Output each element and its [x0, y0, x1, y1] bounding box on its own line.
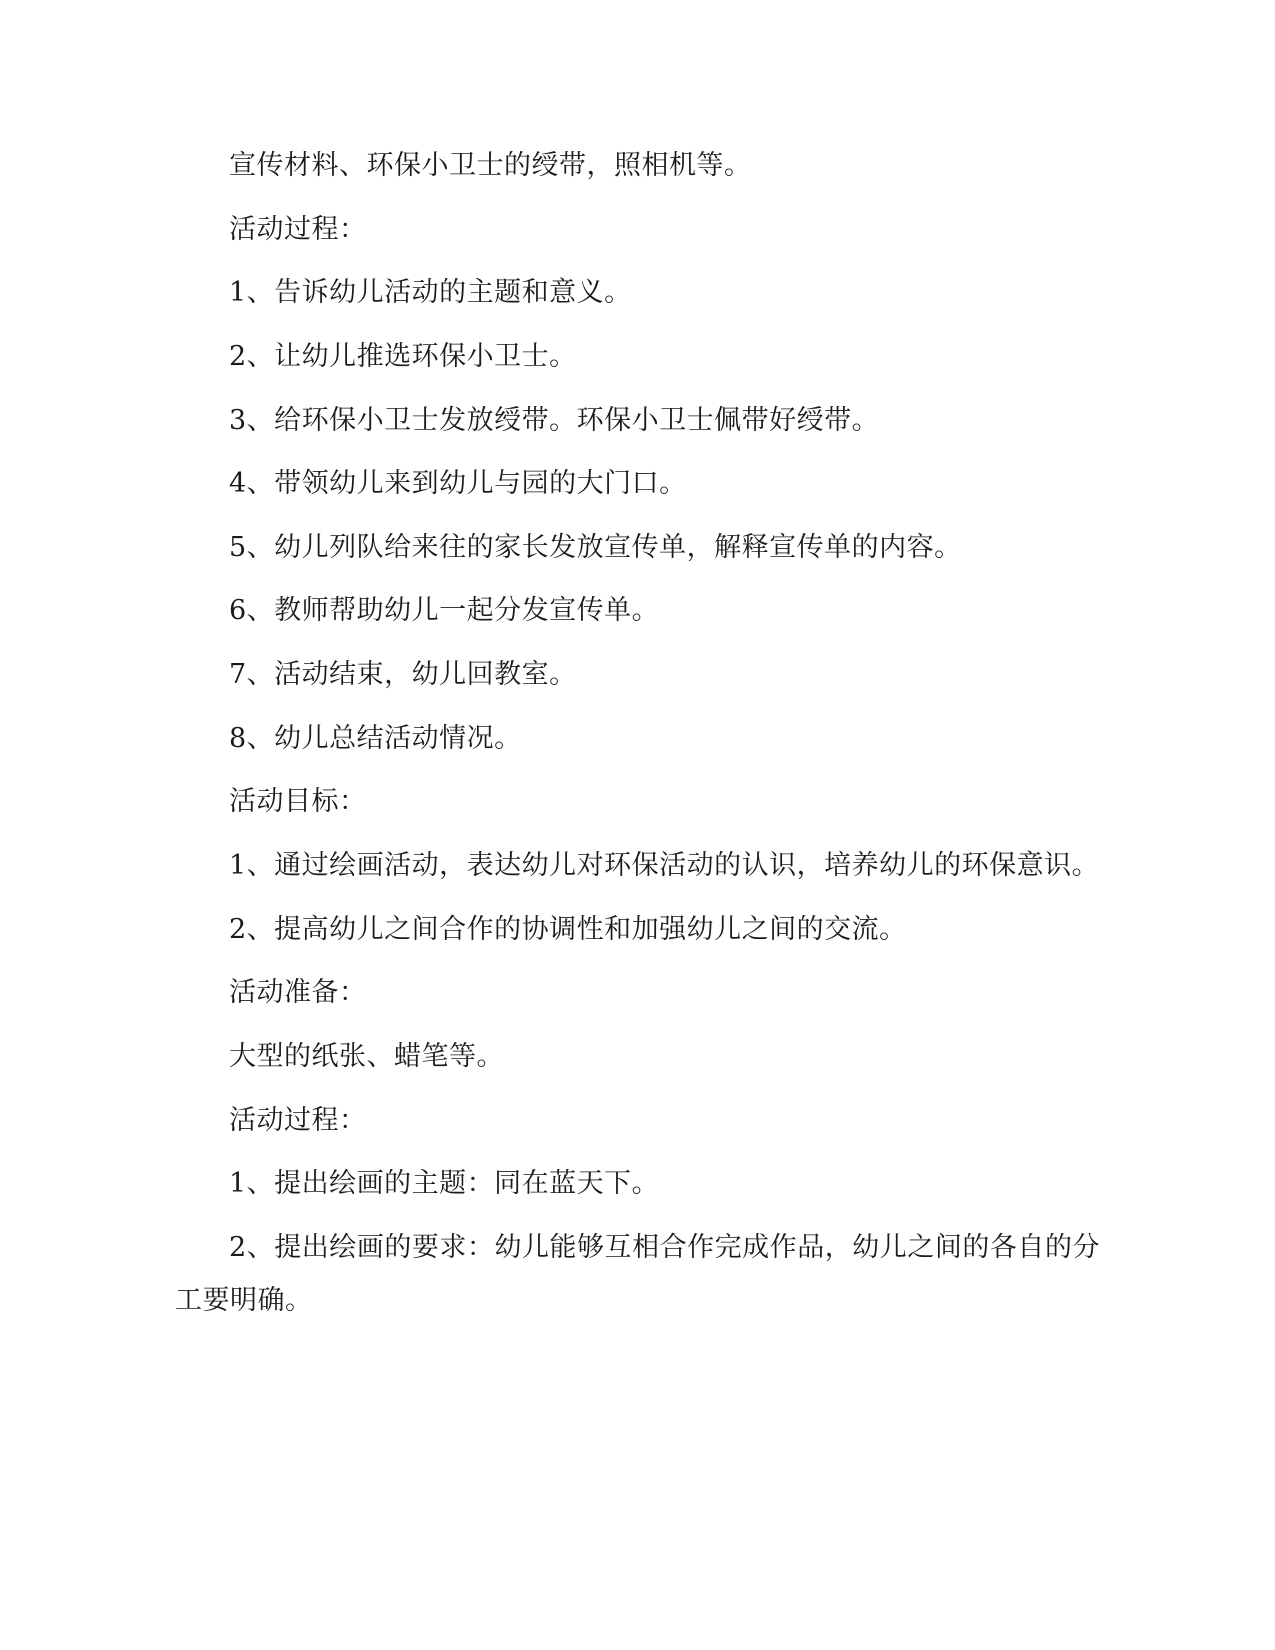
- paragraph: 1、通过绘画活动，表达幼儿对环保活动的认识，培养幼儿的环保意识。: [229, 850, 1100, 882]
- paragraph: 6、教师帮助幼儿一起分发宣传单。: [229, 595, 660, 627]
- paragraph: 1、提出绘画的主题：同在蓝天下。: [229, 1168, 660, 1200]
- paragraph: 5、幼儿列队给来往的家长发放宣传单，解释宣传单的内容。: [229, 531, 962, 563]
- paragraph-section-heading: 活动准备：: [229, 977, 367, 1009]
- paragraph-section-heading: 活动过程：: [229, 213, 367, 245]
- paragraph: 7、活动结束，幼儿回教室。: [229, 659, 577, 691]
- paragraph: 3、给环保小卫士发放绶带。环保小卫士佩带好绶带。: [229, 404, 880, 436]
- paragraph: 8、幼儿总结活动情况。: [229, 722, 522, 754]
- document-body: [175, 140, 1100, 1327]
- paragraph-section-heading: 活动过程：: [229, 1104, 367, 1136]
- paragraph: 2、提出绘画的要求：幼儿能够互相合作完成作品，幼儿之间的各自的分工要明确。: [175, 1231, 1100, 1316]
- paragraph: 1、告诉幼儿活动的主题和意义。: [229, 277, 632, 309]
- paragraph: 2、让幼儿推选环保小卫士。: [229, 340, 577, 372]
- paragraph-section-heading: 活动目标：: [229, 786, 367, 818]
- paragraph: 宣传材料、环保小卫士的绶带，照相机等。: [229, 150, 752, 181]
- paragraph: 大型的纸张、蜡笔等。: [229, 1040, 504, 1072]
- paragraph: 2、提高幼儿之间合作的协调性和加强幼儿之间的交流。: [229, 913, 907, 945]
- paragraph: 4、带领幼儿来到幼儿与园的大门口。: [229, 468, 687, 500]
